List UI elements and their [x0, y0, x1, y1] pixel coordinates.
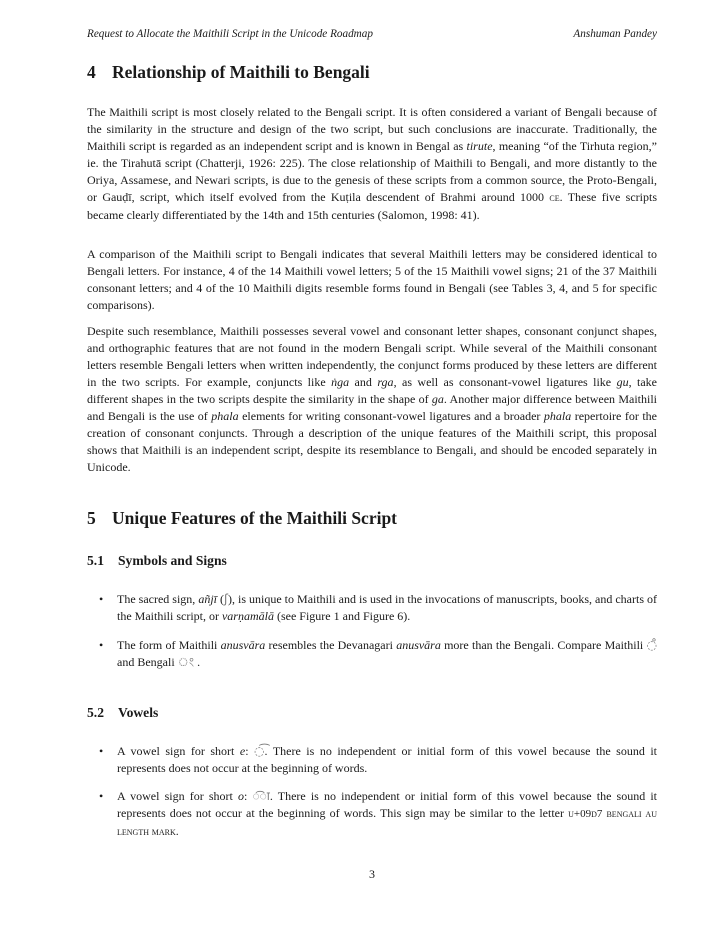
text-run: and [349, 375, 378, 389]
text-run: . Another major difference between Maithili and Bengali is the use of [87, 392, 657, 423]
list-item-text [117, 591, 657, 625]
italic-term: añjī [198, 592, 217, 606]
section-4-heading [87, 62, 370, 83]
section-5-heading [87, 508, 397, 529]
subsection-title: Vowels [118, 705, 159, 720]
list-item-text [117, 743, 657, 777]
italic-term: phala [211, 409, 239, 423]
bengali-anusvara-glyph-icon: ◌ং [177, 655, 195, 669]
text-run: , meaning “of the Tirhuta region,” ie. the Tirahutā script (Chatterji, 1926: 225). The close relationship of Maithili to Bengali, and more distantly to the Oriya, Assamese, and Newari scripts, is due to the genesis of these scripts from a common source, the Proto-Bengali, or Gauḍī, script, which itself evolved from the Kuṭila descendent of Brahmi around 1000 [87, 139, 658, 204]
italic-term: rga [377, 375, 394, 389]
anji-glyph-icon: ʃ [223, 592, 229, 606]
text-run: . [175, 824, 179, 838]
italic-term: ga [431, 392, 444, 406]
subsection-title: Symbols and Signs [118, 553, 227, 568]
short-o-sign-glyph-icon: ◌͡ा [252, 789, 270, 803]
subsection-number: 5.1 [87, 553, 104, 568]
maithili-anusvara-glyph-icon: ◌̊ [646, 638, 657, 652]
bullet-icon: • [99, 638, 104, 652]
subsection-5-2-heading [87, 705, 158, 721]
page-number: 3 [369, 867, 375, 881]
text-run: ( [216, 592, 224, 606]
text-run: , take different shapes in the two scripts despite the similarity in the shape of [87, 375, 658, 406]
italic-term: o [237, 789, 244, 803]
bullet-icon: • [99, 592, 104, 606]
list-item-text [117, 637, 657, 671]
text-run: : [243, 789, 253, 803]
text-run: The form of Maithili [117, 638, 221, 652]
header-title: Request to Allocate the Maithili Script in the Unicode Roadmap [87, 28, 373, 40]
era-abbrev: ce [549, 192, 560, 204]
text-run: . There is no independent or initial form of this vowel because the sound it represents does not occur at the beginning of words. This sign may be similar to the letter [117, 789, 657, 820]
text-run: Despite such resemblance, Maithili possesses several vowel and consonant letter shapes, consonant conjunct shapes, and orthographic features that are not found in the modern Bengali script. While several of the Maithili consonant letters resemble Bengali letters when written independently, the conjunct forms produced by these letters are different in the two scripts. For example, conjuncts like [87, 324, 657, 389]
italic-term: anusvāra [220, 638, 266, 652]
paragraph-1 [87, 104, 657, 224]
section-title: Unique Features of the Maithili Script [112, 508, 398, 528]
paragraph-3 [87, 323, 657, 476]
bullet-icon: • [99, 744, 104, 758]
short-e-sign-glyph-icon: ◌͡ [254, 744, 265, 758]
text-run: elements for writing consonant-vowel ligatures and a broader [238, 409, 544, 423]
header-author: Anshuman Pandey [573, 28, 657, 40]
text-run: A vowel sign for short [117, 744, 240, 758]
italic-term: phala [543, 409, 572, 423]
text-run: , as well as consonant-vowel ligatures like [393, 375, 617, 389]
text-run: The Maithili script is most closely related to the Bengali script. It is often considered a variant of Bengali because of the similarity in the structure and design of the two script, but such conclusions are inaccurate. Traditionally, the Maithili script is regarded as an independent script and is known in Bengal as [87, 105, 657, 153]
text-run: . There is no independent or initial form of this vowel because the sound it represents does not occur at the beginning of words. [117, 744, 657, 775]
section-title: Relationship of Maithili to Bengali [112, 62, 370, 82]
text-run: more than the Bengali. Compare Maithili [440, 638, 647, 652]
text-run: The sacred sign, [117, 592, 199, 606]
italic-term: varṇamālā [221, 609, 274, 623]
text-run: ), is unique to Maithili and is used in the invocations of manuscripts, books, and charts of the Maithili script, or [117, 592, 657, 623]
running-header [87, 28, 657, 40]
text-run: A vowel sign for short [117, 789, 238, 803]
italic-term: ṅga [331, 375, 350, 389]
text-run: repertoire for the creation of consonant conjuncts. Through a description of the unique features of the Maithili script, this proposal shows that Maithili is an independent script, despite its resemblance to Bengali, and should be encoded separately in Unicode. [87, 409, 658, 474]
list-item-text [117, 788, 657, 841]
italic-term: e [239, 744, 246, 758]
section-number: 5 [87, 508, 96, 528]
bullet-icon: • [99, 789, 104, 803]
italic-term: tirute [466, 139, 493, 153]
paragraph-2: A comparison of the Maithili script to Bengali indicates that several Maithili letters may be considered identical to Bengali letters. For instance, 4 of the 14 Maithili vowel letters; 5 of the 15 Maithili vowel signs; 21 of the 37 Maithili consonant letters; and 4 of the 10 Maithili digits resemble forms found in Bengali (see Tables 3, 4, and 5 for specific comparisons). [87, 247, 657, 312]
text-run: . These five scripts became clearly differentiated by the 14th and 15th centuries (Salomon, 1998: 41). [87, 190, 658, 222]
text-run: resembles the Devanagari [265, 638, 397, 652]
text-run: (see Figure 1 and Figure 6). [273, 609, 411, 623]
italic-term: anusvāra [396, 638, 441, 652]
section-number: 4 [87, 62, 96, 82]
subsection-number: 5.2 [87, 705, 104, 720]
text-run: and Bengali [117, 655, 178, 669]
text-run: : [245, 744, 255, 758]
subsection-5-1-heading [87, 553, 227, 569]
code-point: u+09d7 [568, 808, 603, 820]
text-run: . [194, 655, 201, 669]
character-name: bengali au length mark [117, 808, 657, 838]
italic-term: gu [616, 375, 629, 389]
